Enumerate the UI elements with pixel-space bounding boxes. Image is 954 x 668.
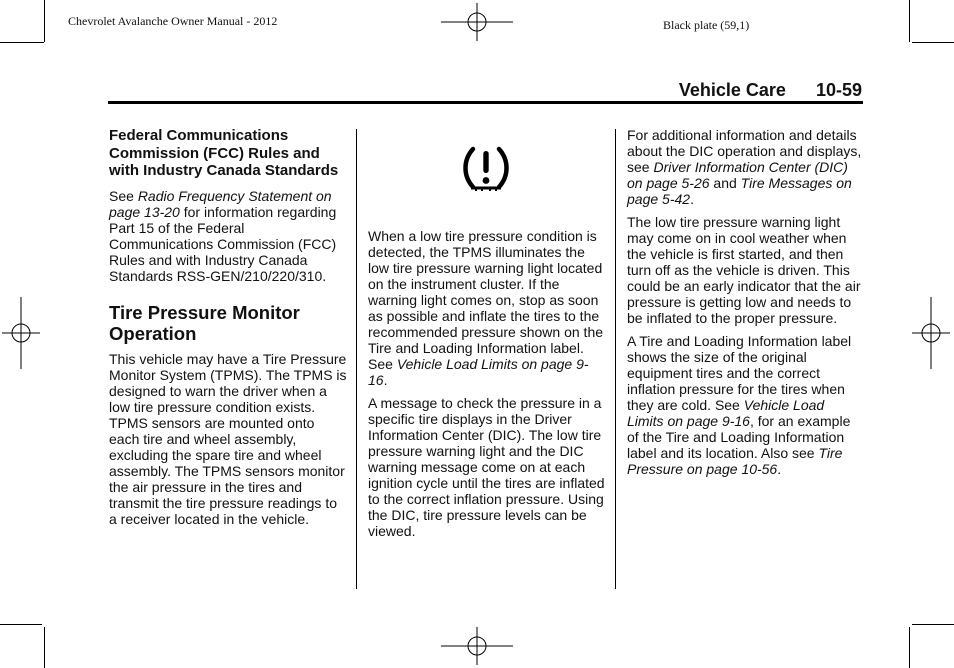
cross-reference-link[interactable]: Vehicle Load Limits on page 9-16 (627, 397, 825, 429)
registration-mark-left (2, 297, 40, 369)
column-divider (356, 129, 357, 589)
fcc-heading: Federal Communications Commission (FCC) Rules and with Industry Canada Standards (109, 127, 339, 179)
crop-mark (912, 624, 954, 625)
warning-light-paragraph (368, 228, 606, 388)
loading-label-paragraph (627, 333, 863, 477)
text-run: . (383, 372, 388, 388)
column-1 (109, 127, 347, 534)
text-run: for information regarding Part 15 of the Federal Communications Commission (FCC) Rules and with Industry Canada Standards RSS-GEN/210/220/310. (109, 203, 337, 284)
print-header-title: Chevrolet Avalanche Owner Manual - 2012 (68, 14, 278, 28)
cross-reference-link[interactable]: Vehicle Load Limits on page 9-16 (368, 356, 589, 388)
column-divider (615, 129, 616, 589)
cross-reference-link[interactable]: Tire Pressure on page 10-56 (627, 445, 843, 477)
registration-mark-top (441, 3, 513, 41)
crop-mark (0, 624, 42, 625)
text-run: . (777, 461, 782, 477)
text-run: . (690, 191, 694, 207)
page-number: 10-59 (815, 80, 862, 100)
crop-mark (912, 42, 954, 43)
tpms-paragraph: This vehicle may have a Tire Pressure Monitor System (TPMS). The TPMS is designed to warn the driver when a low tire pressure condition exists. TPMS sensors are mounted onto each tire and wheel assembly, excluding the spare tire and wheel assembly. The TPMS sensors monitor the air pressure in the tires and transmit the tire pressure readings to a receiver located in the vehicle. (109, 350, 347, 527)
text-run: See (109, 187, 138, 204)
running-head (679, 80, 862, 101)
dic-info-paragraph (627, 127, 863, 207)
cool-weather-paragraph: The low tire pressure warning light may come on in cool weather when the vehicle is first started, and then turn off as the vehicle is driven. This could be an early indicator that the air pressure is getting low and needs to be inflated to the proper pressure. (627, 214, 861, 326)
registration-mark-right (912, 297, 950, 369)
print-header-plate: Black plate (59,1) (663, 18, 750, 32)
registration-mark-bottom (441, 627, 513, 665)
text-run: When a low tire pressure condition is detected, the TPMS illuminates the low tire pressure warning light located on the instrument cluster. If the warning light comes on, stop as soon as possible and inflate the tires to the recommended pressure shown on the Tire and Loading Information label. See (368, 228, 604, 372)
text-run: A Tire and Loading Information label shows the size of the original equipment tires and the correct inflation pressure for the tires when they are cold. See (627, 333, 852, 413)
section-title: Vehicle Care (678, 80, 786, 100)
text-run: , for an example of the Tire and Loading Information label and its location. Also see (627, 413, 851, 461)
text-run: and (709, 175, 741, 191)
header-rule (108, 101, 863, 104)
fcc-paragraph (109, 188, 347, 284)
crop-mark (44, 627, 45, 668)
cross-reference-link[interactable]: Radio Frequency Statement on page 13-20 (109, 187, 332, 220)
crop-mark (44, 0, 45, 42)
cross-reference-link[interactable]: Driver Information Center (DIC) on page 5-26 (627, 159, 848, 191)
cross-reference-link[interactable]: Tire Messages on page 5-42 (627, 175, 852, 207)
tire-pressure-warning-icon (462, 143, 510, 191)
column-3 (627, 127, 863, 484)
column-2 (368, 127, 606, 546)
crop-mark (909, 627, 910, 668)
tpms-heading: Tire Pressure Monitor Operation (109, 301, 300, 344)
crop-mark (909, 0, 910, 42)
dic-message-paragraph: A message to check the pressure in a specific tire displays in the Driver Information Center (DIC). The low tire pressure warning light and the DIC warning message come on at each ignition cycle until the tires are inflated to the correct inflation pressure. Using the DIC, tire pressure levels can be viewed. (368, 395, 605, 539)
crop-mark (0, 42, 44, 43)
text-run: For additional information and details about the DIC operation and displays, see (627, 127, 862, 175)
